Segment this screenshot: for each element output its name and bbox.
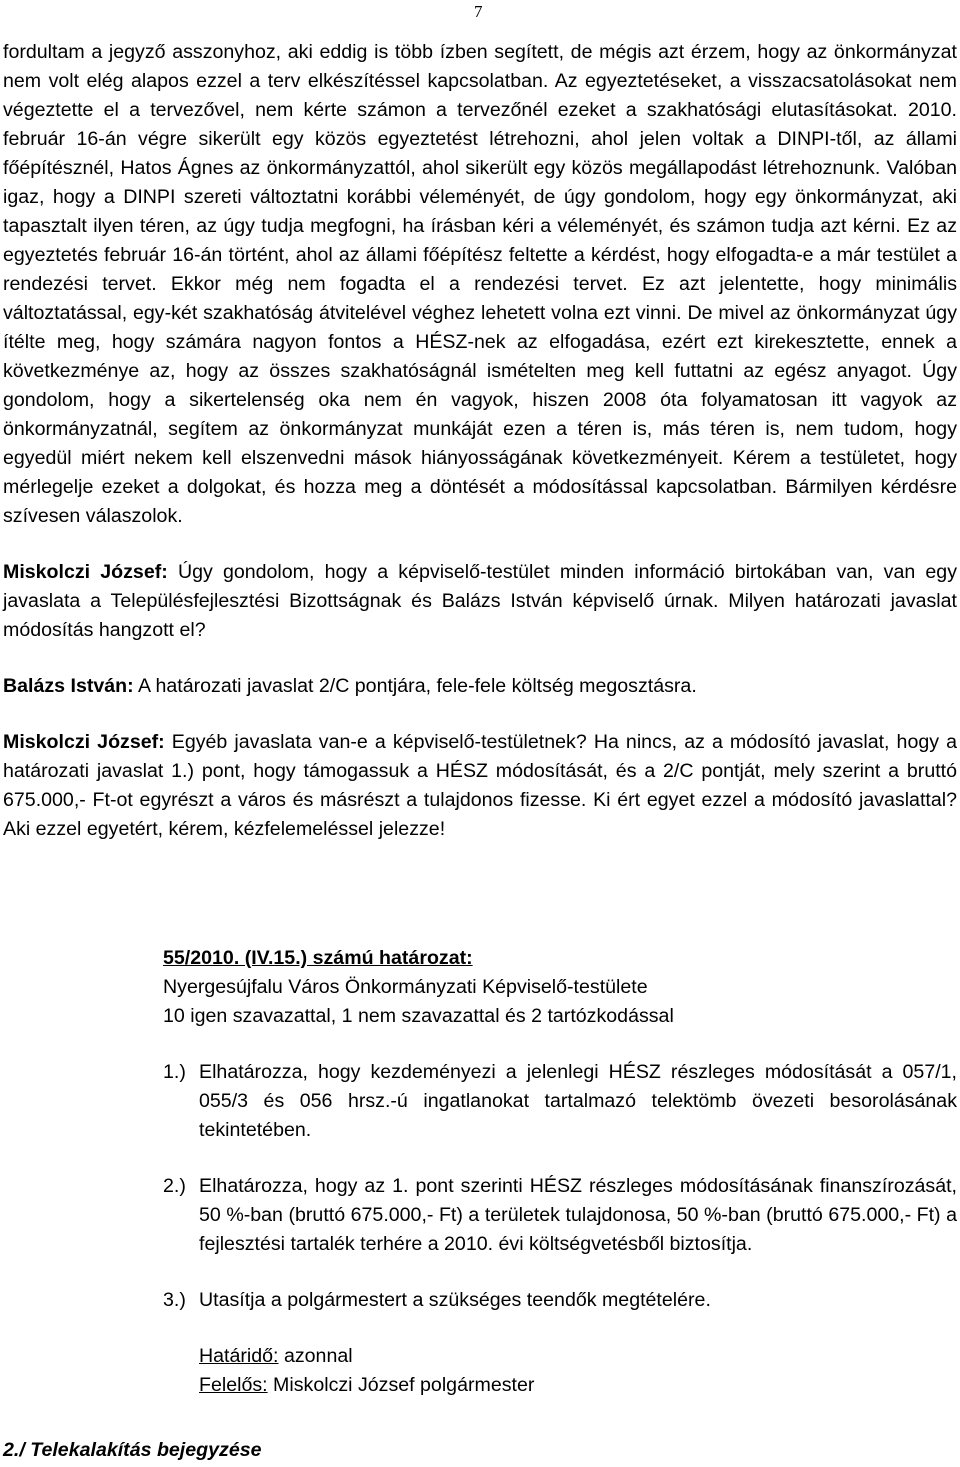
resolution-deadline (163, 1342, 957, 1371)
speaker-name: Balázs István: (3, 675, 134, 697)
resolution-item (163, 1286, 957, 1315)
paragraph-balazs-answer (3, 672, 957, 701)
resolution-block (163, 944, 957, 1400)
item-number: 3.) (163, 1289, 186, 1311)
speaker-name: Miskolczi József: (3, 731, 165, 753)
speaker-name: Miskolczi József: (3, 561, 168, 583)
speech-text: Egyéb javaslata van-e a képviselő-testületnek? Ha nincs, az a módosító javaslat, hogy a határozati javaslat 1.) pont, hogy támogassuk a HÉSZ módosítását, és a 2/C pontját, mely szerint a bruttó 675.000,- Ft-ot egyrészt a város és másrészt a tulajdonos fizesse. Ki ért egyet ezzel a módosító javaslattal? Aki ezzel egyetért, kérem, kézfelemeléssel jelezze! (3, 731, 958, 840)
resolution-body: Nyergesújfalu Város Önkormányzati Képviselő-testülete (163, 976, 648, 998)
item-text: Elhatározza, hogy az 1. pont szerinti HÉSZ részleges módosításának finanszírozását, 50 %-ban (bruttó 675.000,- Ft) a területek tulajdonosa, 50 %-ban (bruttó 675.000,- Ft) a fejlesztési tartalék terhére a 2010. évi költségvetésből biztosítja. (199, 1175, 957, 1255)
item-text: Utasítja a polgármestert a szükséges teendők megtételére. (199, 1289, 711, 1311)
speech-text: Úgy gondolom, hogy a képviselő-testület minden információ birtokában van, van egy javaslata a Településfejlesztési Bizottságnak és Balázs István képviselő úrnak. Milyen határozati javaslat módosítás hangzott el? (3, 561, 958, 641)
resolution-item (163, 1058, 957, 1145)
resolution-responsible (163, 1371, 957, 1400)
paragraph-mayor-question (3, 558, 957, 645)
section-heading: 2./ Telekalakítás bejegyzése (3, 1439, 262, 1461)
deadline-value: azonnal (278, 1345, 353, 1367)
paragraph-mayor-vote-call (3, 728, 957, 844)
paragraph-statement: fordultam a jegyző asszonyhoz, aki eddig is több ízben segített, de mégis azt érzem, hogy az önkormányzat nem volt elég alapos ezzel a terv elkészítéssel kapcsolatban. Az egyeztetéseket, a visszacsatolásokat nem végeztette el a tervezővel, nem kérte számon a tervezőnél ezeket a szakhatósági elutasításokat. 2010. február 16-án végre sikerült egy közös egyeztetést létrehozni, ahol jelen voltak a DINPI-től, az állami főépítésznél, Hatos Ágnes az önkormányzattól, ahol sikerült egy közös megállapodást létrehoznunk. Valóban igaz, hogy a DINPI szereti változtatni korábbi véleményét, de úgy gondolom, hogy egy önkormányzat, aki tapasztalt ilyen téren, az úgy tudja megfogni, ha írásban kéri a véleményét, és számon tudja azt kérni. Ez az egyeztetés február 16-án történt, ahol az állami főépítész feltette a kérdést, hogy elfogadta-e a már testület a rendezési tervet. Ekkor még nem fogadta el a rendezési tervet. Ez azt jelentette, hogy minimális változtatással, egy-két szakhatóság átvitelével véghez lehetett volna ezt vinni. De mivel az önkormányzat úgy ítélte meg, hogy számára nagyon fontos a HÉSZ-nek az elfogadása, ezért ezt kirekesztette, ennek a következménye az, hogy az összes szakhatóságnál ismételten meg kell futtatni az egész anyagot. Úgy gondolom, hogy a sikertelenség oka nem én vagyok, hiszen 2008 óta folyamatosan itt vagyok az önkormányzatnál, segítem az önkormányzat munkáját ezen a téren is, más téren is, nem tudom, hogy egyedül miért nekem kell elszenvedni mások hiányosságának következményeit. Kérem a testületet, hogy mérlegelje ezeket a dolgokat, és hozza meg a döntését a módosítással kapcsolatban. Bármilyen kérdésre szívesen válaszolok. (3, 41, 957, 527)
deadline-label: Határidő: (199, 1345, 279, 1367)
speech-text: A határozati javaslat 2/C pontjára, fele-fele költség megosztásra. (133, 675, 697, 697)
resolution-item (163, 1172, 957, 1259)
item-text: Elhatározza, hogy kezdeményezi a jelenlegi HÉSZ részleges módosítását a 057/1, 055/3 és 056 hrsz.-ú ingatlanokat tartalmazó telektömb övezeti besorolásának tekintetében. (199, 1061, 957, 1141)
item-number: 1.) (163, 1061, 186, 1083)
resolution-title: 55/2010. (IV.15.) számú határozat: (163, 947, 473, 969)
responsible-label: Felelős: (199, 1374, 268, 1396)
document-body (3, 38, 957, 844)
page-number: 7 (474, 2, 483, 21)
responsible-value: Miskolczi József polgármester (267, 1374, 535, 1396)
item-number: 2.) (163, 1175, 186, 1197)
resolution-vote: 10 igen szavazattal, 1 nem szavazattal és 2 tartózkodással (163, 1005, 674, 1027)
